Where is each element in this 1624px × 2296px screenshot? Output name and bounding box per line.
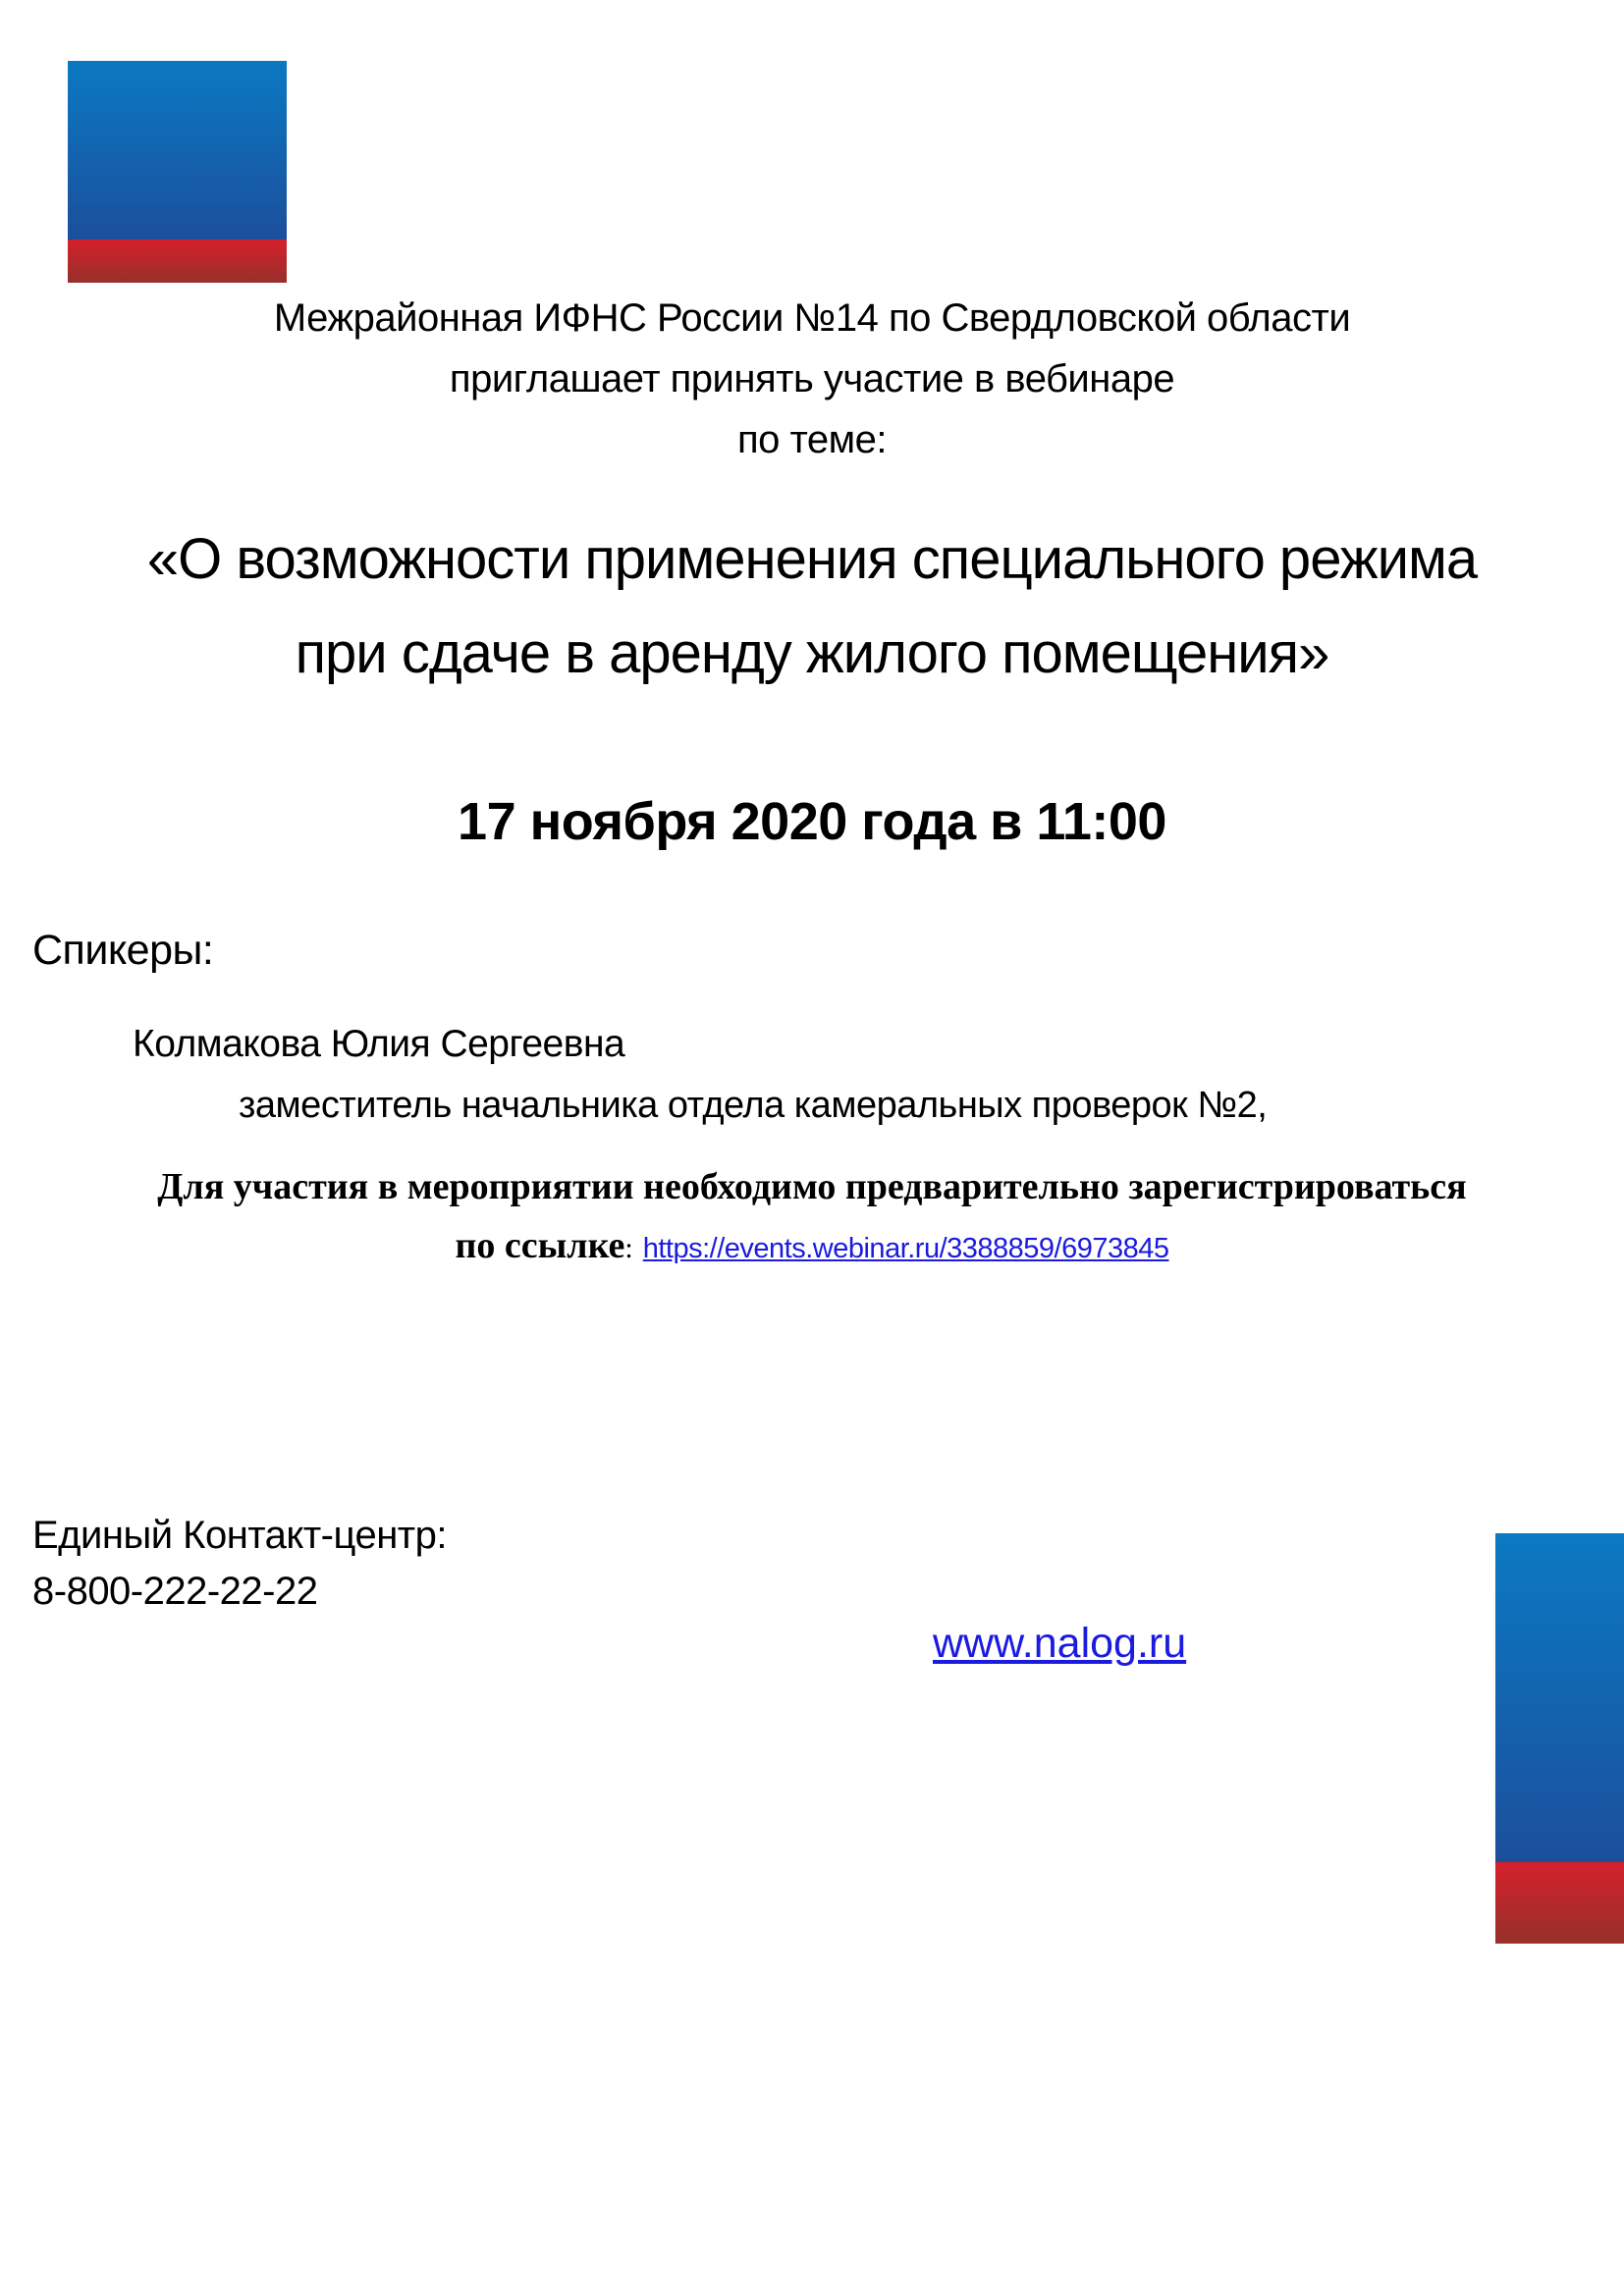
- logo-blue-band: [1495, 1533, 1624, 1862]
- registration-link-line: [0, 1217, 1624, 1277]
- header-line-invitation: приглашает принять участие в вебинаре: [449, 357, 1175, 400]
- fns-logo-mark-bottom: [1495, 1533, 1624, 1944]
- logo-blue-band: [68, 61, 287, 240]
- webinar-datetime: 17 ноября 2020 года в 11:00: [458, 792, 1166, 851]
- registration-block: [0, 1156, 1624, 1277]
- header-line-organization: Межрайонная ИФНС России №14 по Свердловской области: [273, 296, 1351, 340]
- topic-title-line2: при сдаче в аренду жилого помещения»: [295, 621, 1329, 685]
- logo-red-band: [68, 240, 287, 283]
- nalog-website-link[interactable]: www.nalog.ru: [933, 1620, 1187, 1667]
- contact-center-label: Единый Контакт-центр:: [32, 1514, 447, 1557]
- registration-link-label: по ссылке: [455, 1225, 625, 1266]
- contact-block: [32, 1508, 447, 1620]
- speaker-name: Колмакова Юлия Сергеевна: [133, 1023, 625, 1065]
- registration-instruction: Для участия в мероприятии необходимо предварительно зарегистрироваться: [157, 1166, 1467, 1207]
- webinar-topic-title: [0, 512, 1624, 701]
- contact-phone-number: 8-800-222-22-22: [32, 1570, 318, 1613]
- speakers-heading: Спикеры:: [32, 927, 214, 974]
- logo-red-band: [1495, 1862, 1624, 1944]
- header-announcement: [0, 288, 1624, 470]
- registration-colon: :: [624, 1232, 633, 1264]
- topic-title-line1: «О возможности применения специального режима: [146, 527, 1478, 591]
- webinar-registration-link[interactable]: https://events.webinar.ru/3388859/6973845: [642, 1233, 1169, 1264]
- fns-logo-mark-top: [68, 61, 287, 283]
- speaker-position: заместитель начальника отдела камеральных проверок №2,: [239, 1085, 1268, 1126]
- header-line-topic-label: по теме:: [737, 418, 887, 461]
